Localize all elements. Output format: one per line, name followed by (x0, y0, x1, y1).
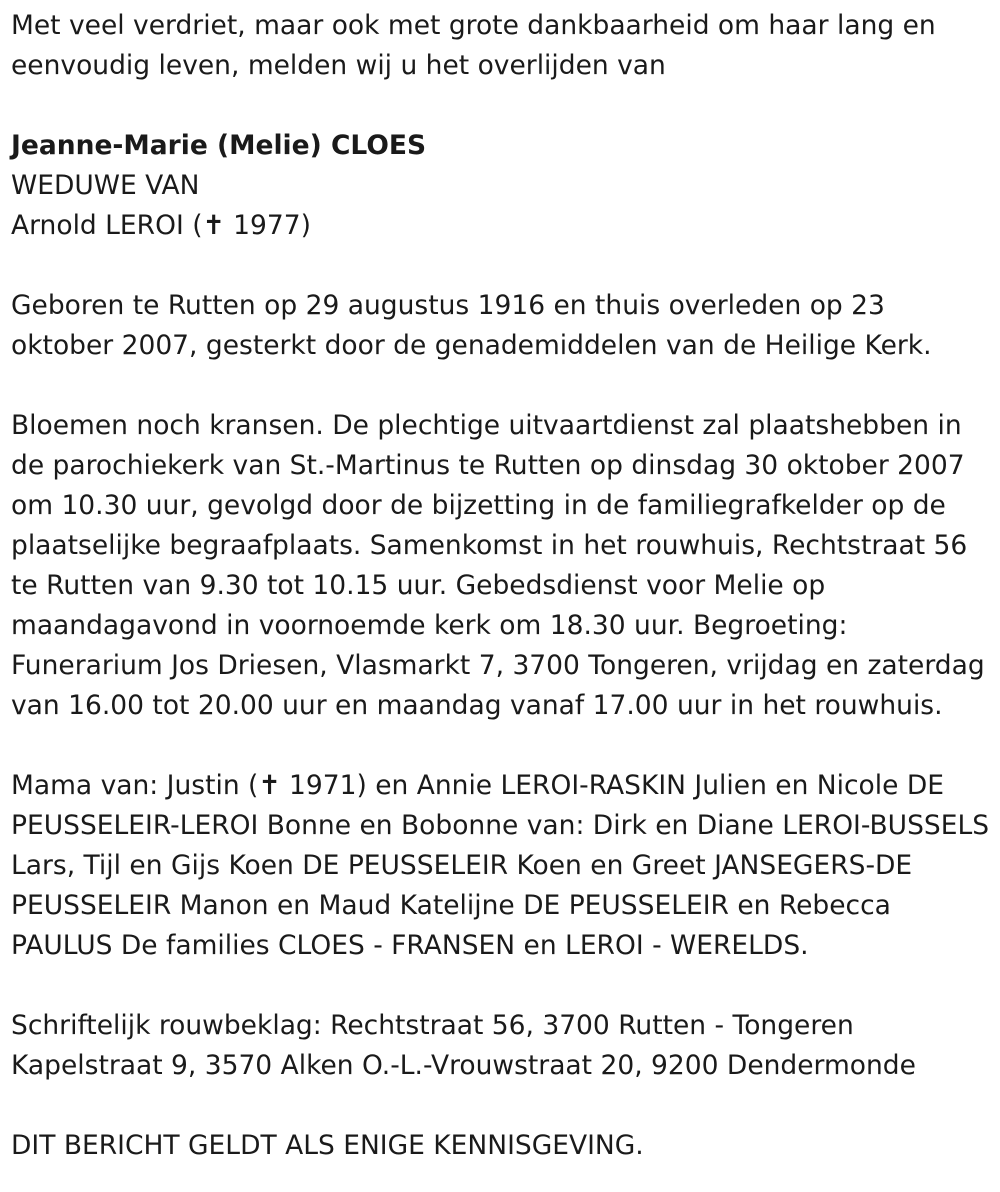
intro-paragraph: Met veel verdriet, maar ook met grote dankbaarheid om haar lang en eenvoudig leven, melden wij u het overlijden van (11, 10, 936, 81)
closing-notice: DIT BERICHT GELDT ALS ENIGE KENNISGEVING. (11, 1130, 644, 1161)
deceased-name: Jeanne-Marie (Melie) CLOES (11, 130, 427, 161)
widow-status: WEDUWE VAN (11, 170, 200, 201)
spacer (11, 726, 993, 766)
spacer (11, 246, 993, 286)
spouse-name: Arnold LEROI (✝ 1977) (11, 210, 311, 241)
spacer (11, 366, 993, 406)
funeral-paragraph: Bloemen noch kransen. De plechtige uitvaartdienst zal plaatshebben in de parochiekerk van St.-Martinus te Rutten op dinsdag 30 oktober 2007 om 10.30 uur, gevolgd door de bijzetting in de familiegrafkelder op de plaatselijke begraafplaats. Samenkomst in het rouwhuis, Rechtstraat 56 te Rutten van 9.30 tot 10.15 uur. Gebedsdienst voor Melie op maandagavond in voornoemde kerk om 18.30 uur. Begroeting: Funerarium Jos Driesen, Vlasmarkt 7, 3700 Tongeren, vrijdag en zaterdag van 16.00 tot 20.00 uur en maandag vanaf 17.00 uur in het rouwhuis. (11, 410, 985, 721)
condolence-address-line: Schriftelijk rouwbeklag: Rechtstraat 56, 3700 Rutten - Tongeren (11, 1010, 854, 1041)
spacer (11, 1086, 993, 1126)
birth-death-paragraph: Geboren te Rutten op 29 augustus 1916 en thuis overleden op 23 oktober 2007, gesterkt door de genademiddelen van de Heilige Kerk. (11, 290, 932, 361)
spacer (11, 86, 993, 126)
condolence-address-line: Kapelstraat 9, 3570 Alken O.-L.-Vrouwstraat 20, 9200 Dendermonde (11, 1050, 916, 1081)
family-paragraph: Mama van: Justin (✝ 1971) en Annie LEROI-RASKIN Julien en Nicole DE PEUSSELEIR-LEROI Bonne en Bobonne van: Dirk en Diane LEROI-BUSSELS Lars, Tijl en Gijs Koen DE PEUSSELEIR Koen en Greet JANSEGERS-DE PEUSSELEIR Manon en Maud Katelijne DE PEUSSELEIR en Rebecca PAULUS De families CLOES - FRANSEN en LEROI - WERELDS. (11, 770, 990, 961)
obituary-notice (11, 6, 993, 1166)
spacer (11, 966, 993, 1006)
